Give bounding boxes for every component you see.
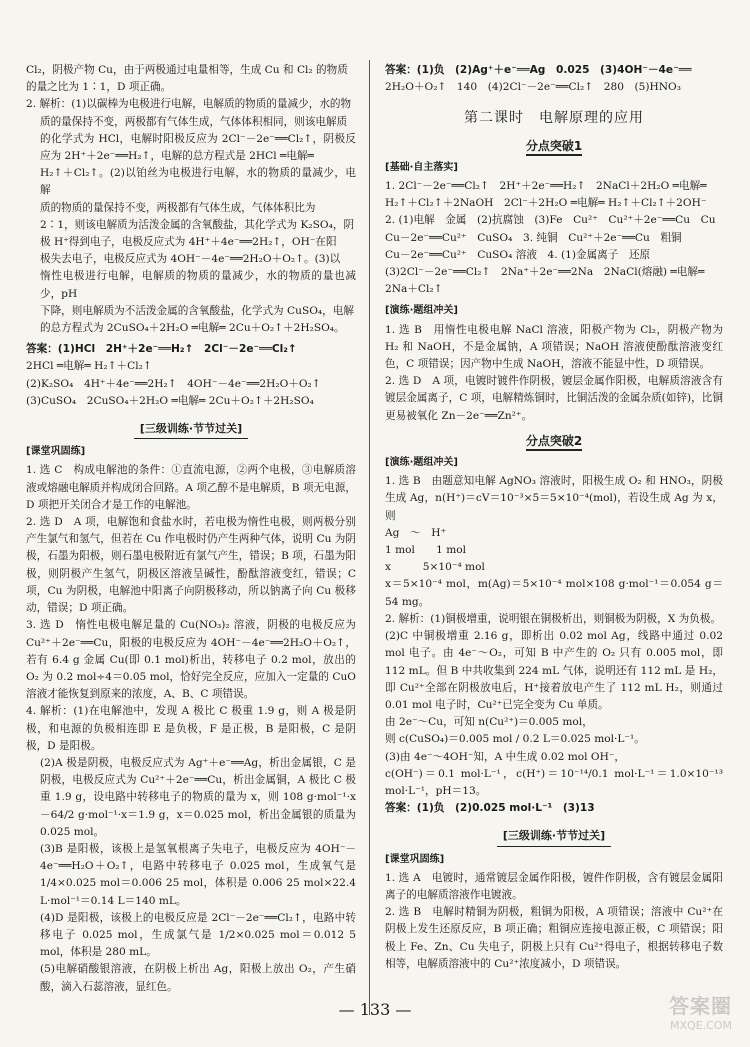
practice-label-2: [课堂巩固练]	[385, 853, 445, 865]
text-line: H₂↑＋Cl₂↑＋2NaOH 2Cl⁻＋2H₂O ═电解═ H₂↑＋Cl₂↑＋2OH⁻	[385, 197, 707, 210]
sub-title-2	[385, 433, 723, 450]
watermark-logo	[592, 990, 732, 1040]
answer-line: 答案：(1)负 (2)0.025 mol·L⁻¹ (3)13	[385, 802, 595, 815]
sub-title-text: 分点突破2	[526, 434, 582, 451]
drill2-label: [演练·题组冲关]	[385, 457, 458, 469]
basic-label: [基础·自主落实]	[385, 161, 458, 173]
text-line: 质的物质的量保持不变，两极都有气体生成，气体体积比为	[40, 201, 316, 214]
top-lines	[26, 62, 356, 96]
sub-title-text: 分点突破1	[526, 139, 582, 156]
practice-item: 4. 解析：(1)在电解池中，发现 A 极比 C 极重 1.9 g，则 A 极是阴极，和电源的负极相连即 E 是负极，F 是正极，B 是阳极，C 是阴极，D 是阳极。	[26, 705, 356, 752]
column-divider	[369, 60, 370, 1015]
text-line: 1. 2Cl⁻－2e⁻══Cl₂↑ 2H⁺＋2e⁻══H₂↑ 2NaCl＋2H₂O ═电解═	[385, 180, 707, 193]
question-2-answer	[26, 341, 356, 410]
text-line: 极失去电子，电极反应式为 4OH⁻－4e⁻══2H₂O＋O₂↑。(3)以	[40, 253, 341, 266]
text-line: 由 2e⁻～Cu，可知 n(Cu²⁺)＝0.005 mol，	[385, 716, 593, 729]
text-line: x＝5×10⁻⁴ mol，m(Ag)＝5×10⁻⁴ mol×108 g·mol⁻¹＝0.054 g＝54 mg。	[385, 578, 723, 608]
practice-item: (3)B 是阳极，该极上是氢氧根离子失电子，电极反应为 4OH⁻－4e⁻══H₂O＋O₂↑，电路中转移电子 0.025 mol，生成氧气是 1/4×0.025 mol＝0.006 25 mol，体积是 0.006 25 mol×22.4 L·mol⁻¹＝0.14 L＝140 mL。	[40, 842, 356, 907]
text-line: c(OH⁻)＝0.1 mol·L⁻¹，c(H⁺)＝10⁻¹⁴/0.1 mol·L⁻¹＝1.0×10⁻¹³ mol·L⁻¹，pH＝13。	[385, 767, 723, 797]
watermark-url: MXQE.COM	[670, 1019, 732, 1032]
text-line: x 5×10⁻⁴ mol	[385, 561, 485, 574]
right-column	[385, 62, 723, 973]
drill2-lines	[385, 473, 723, 817]
text-line: Cu－2e⁻══Cu²⁺ CuSO₄ 3. 纯铜 Cu²⁺＋2e⁻══Cu 粗铜	[385, 231, 682, 244]
text-line: 2. 解析：(1)铜极增重，说明银在铜极析出，则铜极为阴极，X 为负极。	[385, 612, 722, 625]
answer-line: 答案：(1)负 (2)Ag⁺＋e⁻══Ag 0.025 (3)4OH⁻－4e⁻══	[385, 64, 692, 76]
left-column	[26, 62, 356, 996]
text-line: Cu－2e⁻══Cu²⁺ CuSO₄ 溶液 4. (1)金属离子 还原	[385, 248, 651, 261]
text-line: (3)2Cl⁻－2e⁻══Cl₂↑ 2Na⁺＋2e⁻══2Na 2NaCl(熔融) ═电解═	[385, 266, 705, 279]
practice-item: 3. 选 D 惰性电极电解足量的 Cu(NO₃)₂ 溶液，阴极的电极反应为 Cu²⁺＋2e⁻══Cu，阳极的电极反应为 4OH⁻－4e⁻══2H₂O＋O₂↑，若有 6.4 g 金属 Cu(即 0.1 mol)析出，转移电子 0.2 mol，放出的 O₂ 为 0.2 mol÷4＝0.05 mol，恰好完全反应，应加入一定量的 CuO 溶液才能恢复到原来的浓度，A、B、C 项错误。	[26, 619, 356, 701]
text-line: H₂↑＋Cl₂↑。(2)以铂丝为电极进行电解，水的物质的量减少，电解	[40, 167, 356, 197]
basic-lines	[385, 178, 723, 298]
text-line: 2∶1，则该电解质为活泼金属的含氧酸盐，其化学式为 K₂SO₄，阴	[40, 218, 355, 231]
practice-item: (5)电解硝酸银溶液，在阴极上析出 Ag，阳极上放出 O₂，产生硝酸，滴入石蕊溶液，显红色。	[40, 963, 356, 993]
text-line: 2. 解析：(1)以碳棒为电极进行电解，电解质的物质的量减少，水的物	[26, 98, 352, 111]
practice-item: (2)A 极是阴极，电极反应式为 Ag⁺＋e⁻══Ag，析出金属银，C 是阴极，电极反应式为 Cu²⁺＋2e⁻══Cu，析出金属铜，A 极比 C 极重 1.9 g，设电路中转移电子的物质的量为 x，则 108 g·mol⁻¹·x－64/2 g·mol⁻¹·x＝1.9 g，x＝0.025 mol，析出金属银的质量为 0.025 mol。	[40, 756, 356, 838]
practice-label: [课堂巩固练]	[26, 446, 86, 458]
text-line: 的量之比为 1∶1，D 项正确。	[26, 81, 172, 94]
section-title: 第二课时 电解原理的应用	[464, 110, 644, 127]
practice-items	[26, 462, 356, 995]
section-header-text: [三级训练·节节过关]	[497, 827, 611, 846]
drill-item: 1. 选 B 用惰性电极电解 NaCl 溶液，阳极产物为 Cl₂，阴极产物为 H₂ 和 NaOH，不是金属钠，A 项错误；NaOH 溶液使酚酞溶液变红色，C 项错误；因产物中生成 NaOH，溶液不能显中性，D 项错误。	[385, 323, 723, 371]
text-line: 1. 选 B 由题意知电解 AgNO₃ 溶液时，阳极生成 O₂ 和 HNO₃，阴极生成 Ag，n(H⁺)＝cV＝10⁻³×5＝5×10⁻⁴(mol)，若设生成 Ag 为 x，则	[385, 475, 723, 522]
text-line: 2. (1)电解 金属 (2)抗腐蚀 (3)Fe Cu²⁺ Cu²⁺＋2e⁻══Cu Cu	[385, 214, 716, 227]
watermark-text: 答案圈	[669, 994, 732, 1018]
text-line: 极 H⁺得到电子，电极反应式为 4H⁺＋4e⁻══2H₂↑，OH⁻在阳	[40, 236, 337, 249]
answer-line: (2)K₂SO₄ 4H⁺＋4e⁻══2H₂↑ 4OH⁻－4e⁻══2H₂O＋O₂↑	[26, 377, 321, 390]
drill-label: [演练·题组冲关]	[385, 305, 458, 317]
answer-line: 答案：(1)HCl 2H⁺＋2e⁻══H₂↑ 2Cl⁻－2e⁻══Cl₂↑	[26, 343, 297, 356]
text-line: Ag ～ H⁺	[385, 526, 447, 539]
text-line: 2Na＋Cl₂↑	[385, 283, 443, 296]
practice-item: 2. 选 D A 项，电解饱和食盐水时，若电极为惰性电极，则两极分别产生氯气和氢气，但若在 Cu 作电极时仍产生两种气体，说明 Cu 为阴极，石墨为阳极，则石墨电极附近有氯气产生，错误；B 项，石墨为阳极，则阴极产生氢气，阴极区溶液呈碱性，酚酞溶液变红，错误；C 项，Cu 为阴极，电解池中阳离子向阴极移动，所以钠离子向 Cu 极移动，错误；D 项正确。	[26, 516, 356, 615]
section-header-text: [三级训练·节节过关]	[134, 420, 248, 439]
text-line: 惰性电极进行电解，电解质的物质的量减少，水的物质的量也减少，pH	[40, 270, 356, 300]
answer-line: 2H₂O＋O₂↑ 140 (4)2Cl⁻－2e⁻══Cl₂↑ 280 (5)HNO₃	[385, 81, 681, 94]
question-2-analysis	[26, 96, 356, 337]
answer-line: 2HCl ═电解═ H₂↑＋Cl₂↑	[26, 360, 152, 373]
page-number: — 133 —	[338, 1000, 412, 1019]
practice-item: (4)D 是阳极，该极上的电极反应是 2Cl⁻－2e⁻══Cl₂↑，电路中转移电子 0.025 mol，生成氯气是 1/2×0.025 mol＝0.012 5 mol，体积是 280 mL。	[40, 911, 356, 959]
practice-item: 1. 选 A 电镀时，通常镀层金属作阳极，镀件作阴极，含有镀层金属阳离子的电解质溶液作电镀液。	[385, 871, 723, 901]
text-line: Cl₂，阴极产物 Cu，由于两极通过电量相等，生成 Cu 和 Cl₂ 的物质	[26, 64, 348, 76]
sub-title-1	[385, 138, 723, 155]
answer-line: (3)CuSO₄ 2CuSO₄＋2H₂O ═电解═ 2Cu＋O₂↑＋2H₂SO₄	[26, 394, 314, 407]
practice-item: 1. 选 C 构成电解池的条件：①直流电源，②两个电极，③电解质溶液或熔融电解质并构成闭合回路。A 项乙醇不是电解质，B 项无电源，D 项把开关闭合才是工作的电解池。	[26, 464, 356, 511]
final-items	[385, 870, 723, 973]
drill-items	[385, 322, 723, 425]
text-line: (3)由 4e⁻～4OH⁻知，A 中生成 0.02 mol OH⁻，	[385, 750, 626, 763]
practice-item: 2. 选 B 电解时精铜为阴极，粗铜为阳极，A 项错误；溶液中 Cu²⁺在阴极上发生还原反应，B 项正确；粗铜应连接电源正极，C 项错误；阳极上 Fe、Zn、Cu 失电子，阴极上只有 Cu²⁺得电子，根据转移电子数相等，电解质溶液中的 Cu²⁺浓度减小，D 项错误。	[385, 906, 723, 970]
text-line: 下降，则电解质为不活泼金属的含氧酸盐，化学式为 CuSO₄，电解	[40, 304, 354, 317]
text-line: 则 c(CuSO₄)＝0.005 mol / 0.2 L＝0.025 mol·L⁻¹。	[385, 733, 645, 746]
text-line: 1 mol 1 mol	[385, 544, 467, 557]
text-line: 质的量保持不变，两极都有气体生成，气体体积相同，则该电解质	[40, 115, 348, 128]
section-header-2	[385, 827, 723, 846]
text-line: (2)C 中铜极增重 2.16 g，即析出 0.02 mol Ag，线路中通过 0.02 mol 电子。由 4e⁻～O₂，可知 B 中产生的 O₂ 只有 0.005 mol，即 112 mL。但 B 中共收集到 224 mL 气体，说明还有 112 mL 是 H₂，即 Cu²⁺全部在阴极放电后，H⁺接着放电产生了 112 mL H₂，则通过 0.01 mol 电子时，Cu²⁺已完全变为 Cu 单质。	[385, 630, 723, 711]
answer-top	[385, 62, 723, 96]
text-line: 的总方程式为 2CuSO₄＋2H₂O ═电解═ 2Cu＋O₂↑＋2H₂SO₄。	[40, 322, 345, 335]
section-header	[26, 420, 356, 439]
drill-item: 2. 选 D A 项，电镀时镀件作阴极，镀层金属作阳极，电解质溶液含有镀层金属离子，C 项，电解精炼铜时，比铜活泼的金属杂质(如锌)，比铜更易被氧化 Zn－2e⁻══Zn²⁺。	[385, 375, 723, 422]
text-line: 的化学式为 HCl，电解时阳极反应为 2Cl⁻－2e⁻══Cl₂↑，阴极反应为 2H⁺＋2e⁻══H₂↑，电解的总方程式是 2HCl ═电解═	[40, 132, 356, 163]
